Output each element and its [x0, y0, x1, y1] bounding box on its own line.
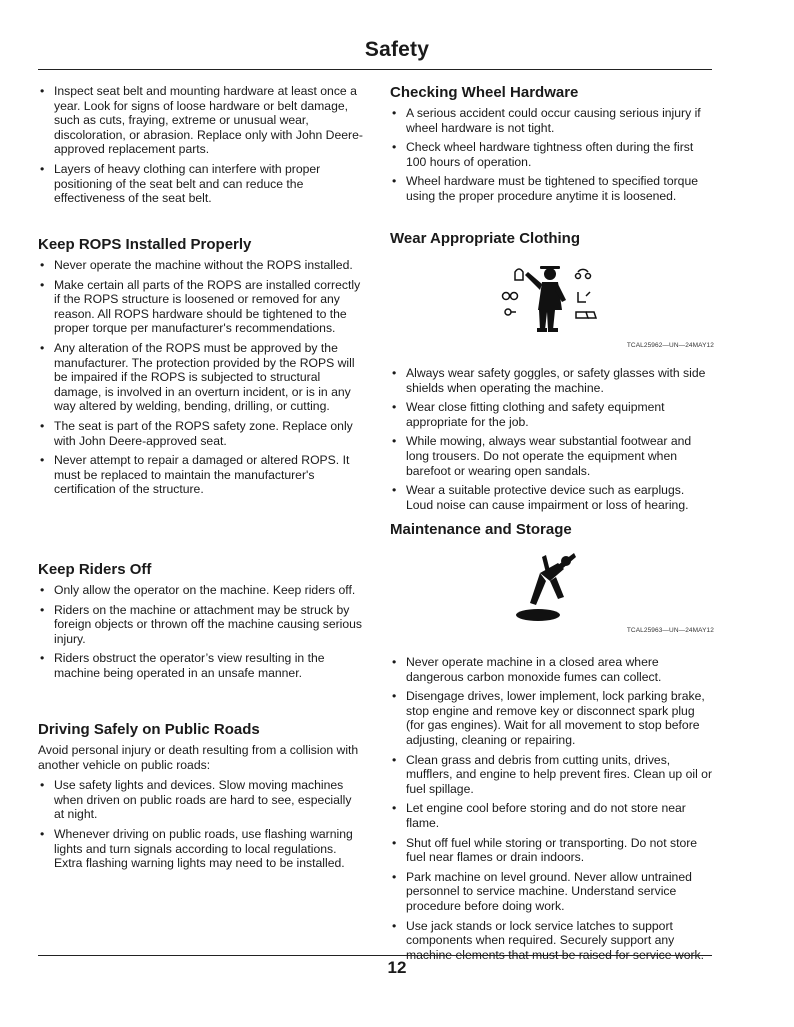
list-item: • Layers of heavy clothing can interfere with proper positioning of the seat belt and can reduce the effectiveness of the seat belt. [38, 162, 364, 206]
figure-caption: TCAL25962—UN—24MAY12 [626, 342, 714, 349]
list-item: • Never attempt to repair a damaged or altered ROPS. It must be replaced to maintain the manufacturer's certification of the structure. [38, 453, 364, 497]
page-number: 12 [387, 958, 407, 977]
list-item: • Any alteration of the ROPS must be approved by the manufacturer. The protection provided by the ROPS will be impaired if the ROPS is subjected to structural damage, is involved in an overturn incident, or is in any way altered by welding, bending, drilling, or cutting. [38, 341, 364, 414]
list-item: • Use jack stands or lock service latches to support components when required. Securely support any machine elements that must be raised for service work. [390, 919, 714, 963]
list-item: • Always wear safety goggles, or safety glasses with side shields when operating the machine. [390, 366, 714, 395]
footer-rule [38, 955, 712, 956]
figure-caption: TCAL25963—UN—24MAY12 [626, 627, 714, 634]
section-heading: Keep ROPS Installed Properly [38, 236, 252, 253]
list-item: • Only allow the operator on the machine. Keep riders off. [38, 583, 364, 598]
section-heading: Maintenance and Storage [390, 521, 572, 538]
list-item: • Shut off fuel while storing or transporting. Do not store fuel near flames or drain indoors. [390, 836, 714, 865]
list-item: • Inspect seat belt and mounting hardware at least once a year. Look for signs of loose hardware or belt damage, such as cuts, fraying, extreme or unusual wear, discoloration, or abrasion. Replace only with John Deere-approved replacement parts. [38, 84, 364, 157]
header-rule [38, 69, 712, 70]
list-item: • Wheel hardware must be tightened to specified torque using the proper procedure anytime it is loosened. [390, 174, 714, 203]
list-item: • Use safety lights and devices. Slow moving machines when driven on public roads are hard to see, especially at night. [38, 778, 364, 822]
section-lead: Avoid personal injury or death resulting from a collision with another vehicle on public roads: [38, 743, 359, 772]
seat-belt-list [38, 84, 364, 206]
section-heading: Wear Appropriate Clothing [390, 230, 581, 247]
list-item: • The seat is part of the ROPS safety zone. Replace only with John Deere-approved seat. [38, 419, 364, 448]
riders-section [38, 561, 364, 686]
clothing-section [390, 230, 714, 517]
section-heading: Checking Wheel Hardware [390, 84, 579, 101]
list-item: • Park machine on level ground. Never allow untrained personnel to service machine. Understand service procedure before doing work. [390, 870, 714, 914]
list-item: • Never operate machine in a closed area where dangerous carbon monoxide fumes can collect. [390, 655, 714, 684]
list-item: • Riders obstruct the operator’s view resulting in the machine being operated in an unsafe manner. [38, 651, 364, 680]
clothing-list [390, 366, 714, 512]
list-item: • Wear a suitable protective device such as earplugs. Loud noise can cause impairment or loss of hearing. [390, 483, 714, 512]
protective-clothing-icon [390, 252, 714, 342]
slip-fall-icon [390, 543, 714, 631]
list-item: • Let engine cool before storing and do not store near flame. [390, 801, 714, 830]
list-item: • A serious accident could occur causing serious injury if wheel hardware is not tight. [390, 106, 714, 135]
section-heading: Keep Riders Off [38, 561, 152, 578]
public-roads-section [38, 721, 364, 876]
maintenance-section [390, 521, 714, 967]
list-item: • Disengage drives, lower implement, lock parking brake, stop engine and remove key or disconnect spark plug (for gas engines). Wait for all movement to stop before adjusting, cleaning or repairing. [390, 689, 714, 747]
list-item: • Check wheel hardware tightness often during the first 100 hours of operation. [390, 140, 714, 169]
rops-section [38, 236, 364, 502]
wheel-list [390, 106, 714, 204]
rops-list [38, 258, 364, 497]
list-item: • Wear close fitting clothing and safety equipment appropriate for the job. [390, 400, 714, 429]
clothing-figure [390, 252, 714, 352]
wheel-hardware-section [390, 84, 714, 209]
list-item: • Riders on the machine or attachment may be struck by foreign objects or thrown off the machine causing serious injury. [38, 603, 364, 647]
maintenance-list [390, 655, 714, 962]
roads-list [38, 778, 364, 871]
riders-list [38, 583, 364, 681]
seat-belt-section [38, 84, 364, 211]
list-item: • Make certain all parts of the ROPS are installed correctly if the ROPS structure is loosened or removed for any reason. All ROPS hardware should be tightened to the proper torque per manufacturer's recommendations. [38, 278, 364, 336]
list-item: • Never operate the machine without the ROPS installed. [38, 258, 364, 273]
list-item: • Clean grass and debris from cutting units, drives, mufflers, and engine to help prevent fires. Clean up oil or fuel spillage. [390, 753, 714, 797]
page-title: Safety [364, 38, 430, 61]
list-item: • While mowing, always wear substantial footwear and long trousers. Do not operate the equipment when barefoot or wearing open sandals. [390, 434, 714, 478]
list-item: • Whenever driving on public roads, use flashing warning lights and turn signals according to local regulations. Extra flashing warning lights may need to be installed. [38, 827, 364, 871]
section-heading: Driving Safely on Public Roads [38, 721, 260, 738]
maintenance-figure [390, 543, 714, 641]
